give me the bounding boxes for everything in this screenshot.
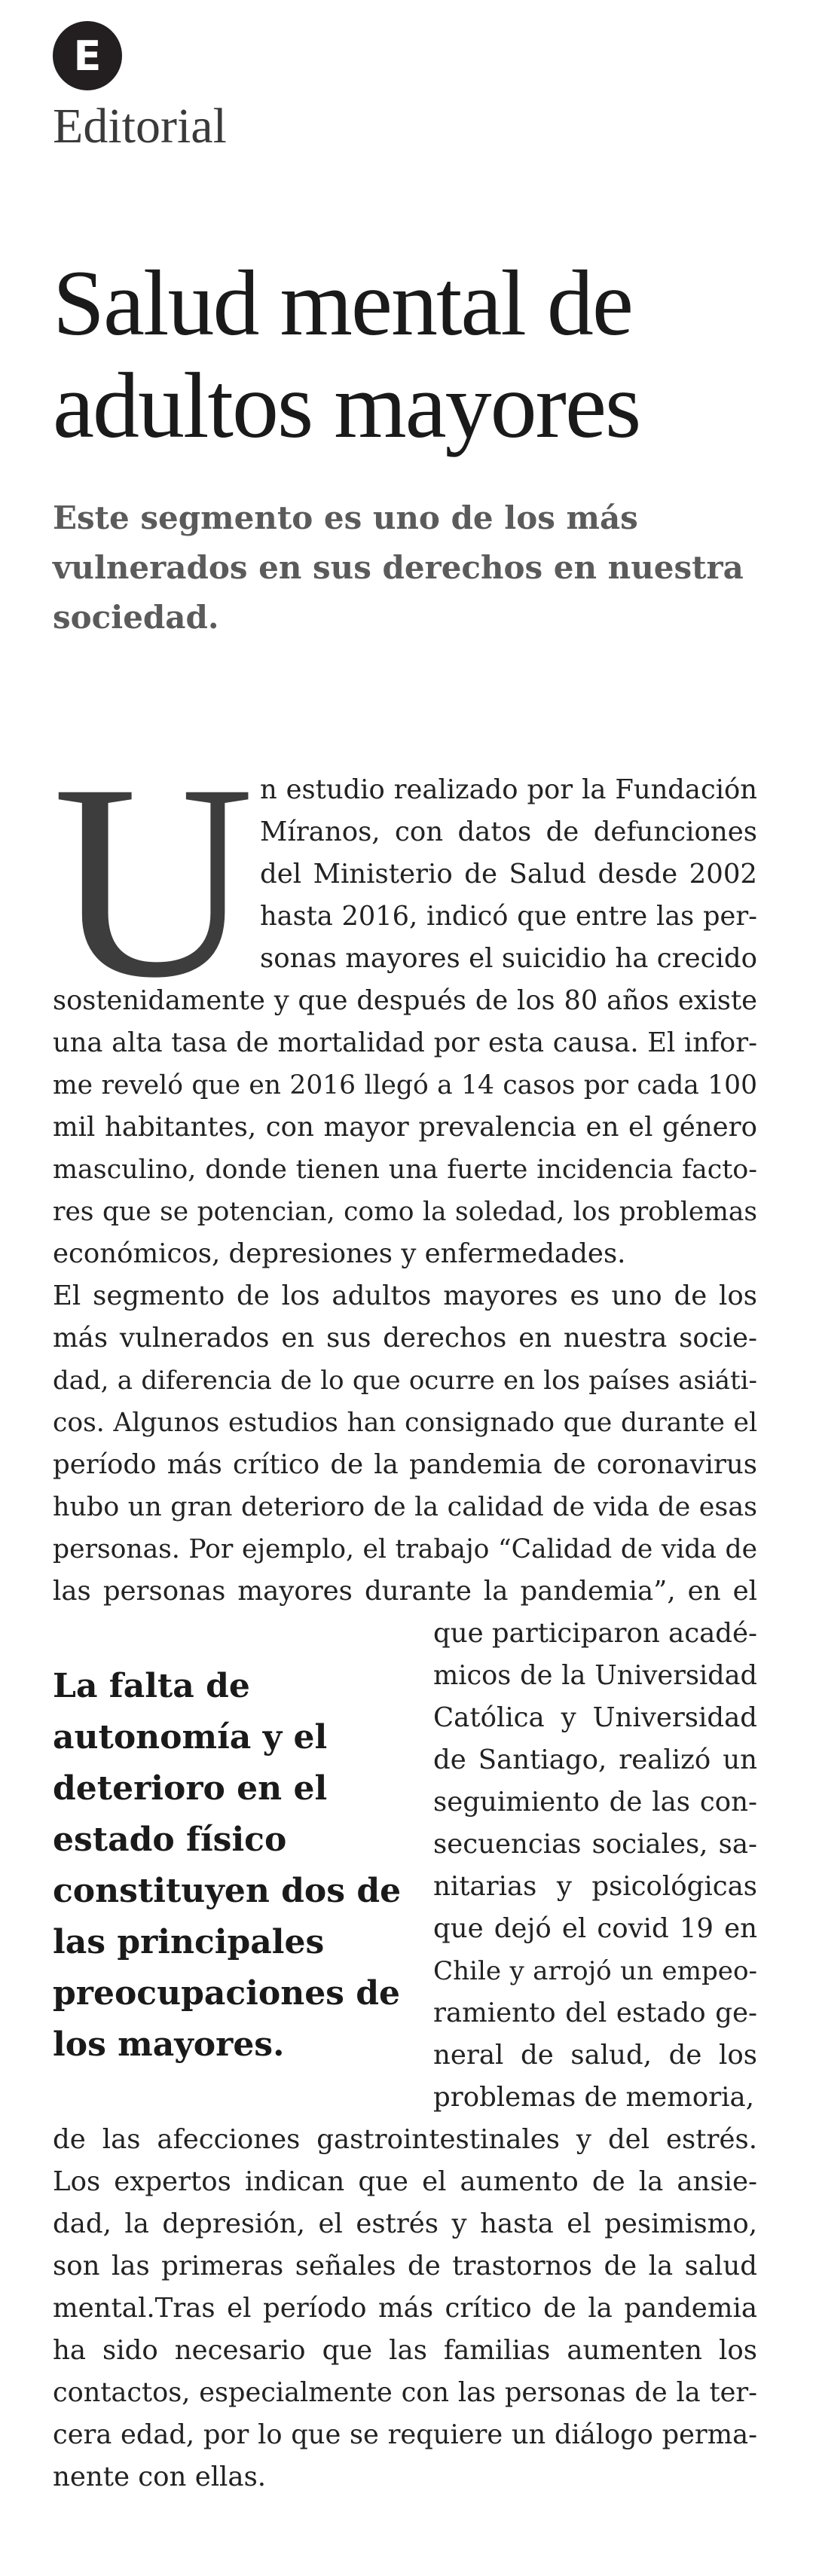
article-line: ha sido necesario que las familias aumenten los [53, 2335, 757, 2366]
article-line: período más crítico de la pandemia de coronavirus [53, 1449, 757, 1480]
article-line: sonas mayores el suicidio ha crecido [260, 943, 757, 974]
section-badge [53, 21, 122, 90]
article-line: más vulnerados en sus derechos en nuestra socie- [53, 1323, 757, 1354]
article-line: nente con ellas. [53, 2462, 267, 2492]
subheadline-line: vulnerados en sus derechos en nuestra [53, 549, 744, 586]
article-line: n estudio realizado por la Fundación [260, 774, 757, 805]
article-line: hasta 2016, indicó que entre las per- [260, 901, 757, 932]
article-line: que dejó el covid 19 en [433, 1913, 757, 1944]
article-line: son las primeras señales de trastornos de la salud [53, 2251, 757, 2281]
article-line: Chile y arrojó un empeo- [433, 1956, 757, 1986]
pull-quote-line: constituyen dos de [53, 1872, 402, 1910]
article-line: económicos, depresiones y enfermedades. [53, 1238, 626, 1269]
article-line: del Ministerio de Salud desde 2002 [260, 859, 757, 890]
headline-line: Salud mental de [53, 252, 632, 355]
article-line: secuencias sociales, sa- [433, 1829, 757, 1860]
article-line: de Santiago, realizó un [433, 1744, 757, 1775]
article-line: sostenidamente y que después de los 80 años existe [53, 985, 757, 1016]
article-line: El segmento de los adultos mayores es uno de los [53, 1280, 757, 1311]
pull-quote-line: autonomía y el [53, 1718, 328, 1757]
article-line: neral de salud, de los [433, 2040, 757, 2071]
headline [53, 252, 776, 457]
section-label: Editorial [53, 99, 227, 154]
article-line: una alta tasa de mortalidad por esta causa. El infor- [53, 1027, 757, 1058]
article-line: de las afecciones gastrointestinales y del estrés. [53, 2124, 757, 2155]
pull-quote [53, 1661, 402, 2071]
article-line: mil habitantes, con mayor prevalencia en el género [53, 1112, 757, 1143]
pull-quote-line: deterioro en el [53, 1769, 328, 1808]
article-line: dad, a diferencia de lo que ocurre en los países asiáti- [53, 1366, 757, 1396]
article-line: me reveló que en 2016 llegó a 14 casos por cada 100 [53, 1070, 757, 1100]
pull-quote-line: las principales [53, 1923, 325, 1961]
article-line: problemas de memoria, [433, 2082, 754, 2113]
subheadline-line: sociedad. [53, 599, 219, 636]
article-line: nitarias y psicológicas [433, 1871, 757, 1902]
pull-quote-line: estado físico [53, 1821, 287, 1859]
article-line: ramiento del estado ge- [433, 1998, 757, 2028]
article-line: las personas mayores durante la pandemia”, en el [53, 1576, 757, 1607]
article-line: hubo un gran deterioro de la calidad de vida de esas [53, 1492, 757, 1522]
article-line: seguimiento de las con- [433, 1787, 757, 1818]
pull-quote-line: La falta de [53, 1667, 250, 1705]
article-line: mental.Tras el período más crítico de la pandemia [53, 2293, 757, 2324]
article-line: contactos, especialmente con las personas de la ter- [53, 2377, 757, 2408]
article-line: dad, la depresión, el estrés y hasta el pesimismo, [53, 2208, 757, 2239]
headline-line: adultos mayores [53, 354, 640, 457]
article-line: res que se potencian, como la soledad, los problemas [53, 1197, 757, 1227]
badge-letter: E [73, 32, 102, 80]
article-line: Católica y Universidad [433, 1702, 757, 1733]
subheadline-line: Este segmento es uno de los más [53, 499, 638, 536]
drop-cap: U [53, 727, 255, 1036]
article-line: que participaron acadé- [433, 1618, 757, 1649]
pull-quote-line: los mayores. [53, 2025, 285, 2064]
subheadline [53, 493, 746, 642]
article-line: cos. Algunos estudios han consignado que durante el [53, 1408, 757, 1438]
article-line: Los expertos indican que el aumento de la ansie- [53, 2166, 757, 2197]
article-line: micos de la Universidad [433, 1660, 757, 1691]
article-line: personas. Por ejemplo, el trabajo “Calidad de vida de [53, 1534, 757, 1564]
article-line: cera edad, por lo que se requiere un diálogo perma- [53, 2419, 757, 2450]
article-line: Míranos, con datos de defunciones [260, 816, 757, 847]
article-line: masculino, donde tienen una fuerte incidencia facto- [53, 1155, 757, 1185]
pull-quote-line: preocupaciones de [53, 1974, 401, 2013]
